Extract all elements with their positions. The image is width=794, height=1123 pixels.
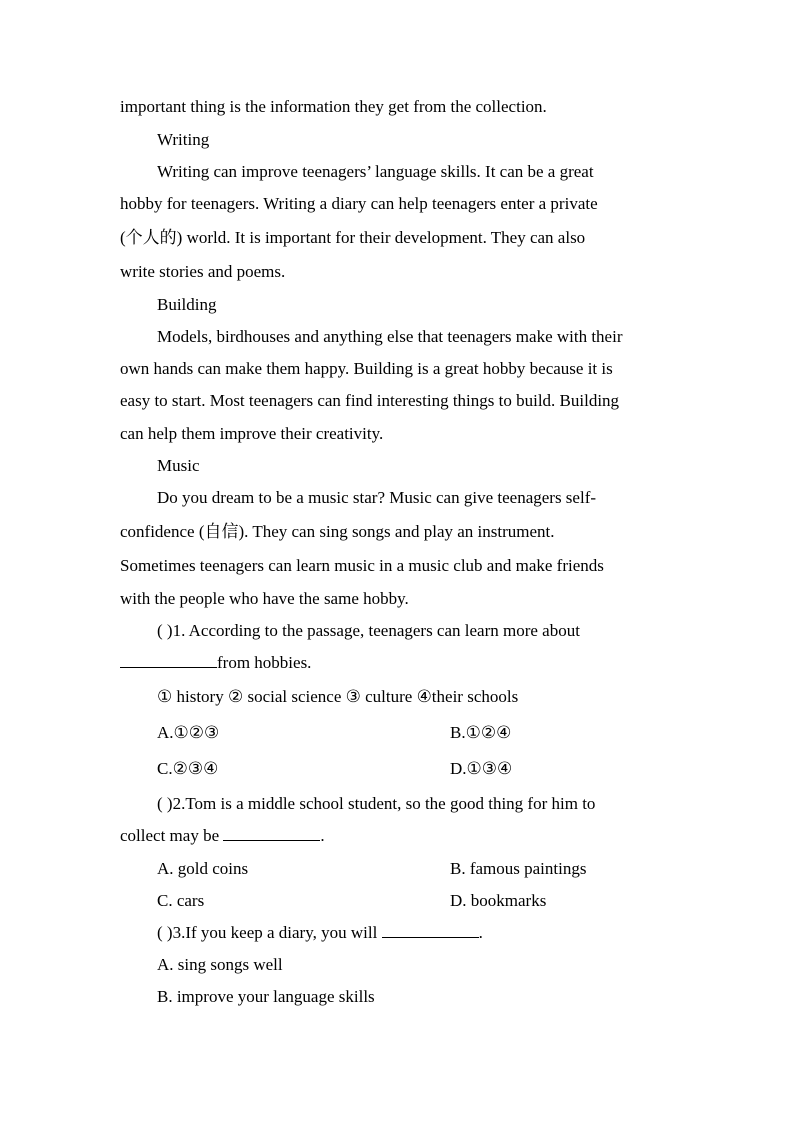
passage-line: write stories and poems. (120, 262, 286, 281)
option-d[interactable]: D. bookmarks (450, 891, 547, 910)
passage-line: Do you dream to be a music star? Music can give teenagers self- (157, 488, 597, 507)
passage-line: with the people who have the same hobby. (120, 589, 409, 608)
passage-line: can help them improve their creativity. (120, 424, 384, 443)
passage-line: Sometimes teenagers can learn music in a music club and make friends (120, 556, 604, 575)
passage-line: Writing can improve teenagers’ language skills. It can be a great (157, 162, 594, 181)
question-3-stem (157, 923, 483, 943)
passage-line: important thing is the information they get from the collection. (120, 97, 547, 116)
option-b[interactable]: B.①②④ (450, 723, 512, 742)
question-text-end: . (320, 826, 325, 845)
question-text: from hobbies. (217, 653, 312, 672)
question-text-end: . (478, 923, 483, 942)
question-text: collect may be (120, 826, 220, 845)
option-a[interactable]: A. gold coins (157, 859, 249, 878)
question-text: 3.If you keep a diary, you will (172, 923, 378, 942)
section-heading-building: Building (157, 295, 217, 314)
question-1-stem-cont (120, 653, 311, 673)
passage-line: own hands can make them happy. Building is a great hobby because it is (120, 359, 613, 378)
option-a[interactable]: A. sing songs well (157, 955, 283, 974)
answer-blank[interactable] (223, 826, 320, 841)
passage-line: Models, birdhouses and anything else that teenagers make with their (157, 327, 623, 346)
question-2-stem (157, 794, 595, 814)
question-text: 1. According to the passage, teenagers can learn more about (172, 621, 580, 640)
question-text: 2.Tom is a middle school student, so the good thing for him to (172, 794, 596, 813)
question-1-items: ① history ② social science ③ culture ④their schools (157, 687, 519, 706)
section-heading-music: Music (157, 456, 200, 475)
option-c[interactable]: C.②③④ (157, 759, 219, 778)
answer-blank[interactable] (382, 923, 479, 938)
answer-paren[interactable]: ( ) (157, 923, 173, 942)
option-b[interactable]: B. famous paintings (450, 859, 587, 878)
answer-blank[interactable] (120, 653, 217, 668)
option-d[interactable]: D.①③④ (450, 759, 513, 778)
passage-line: hobby for teenagers. Writing a diary can help teenagers enter a private (120, 194, 598, 213)
option-a[interactable]: A.①②③ (157, 723, 220, 742)
answer-paren[interactable]: ( ) (157, 794, 173, 813)
question-2-stem-cont (120, 826, 325, 846)
passage-line: easy to start. Most teenagers can find interesting things to build. Building (120, 391, 620, 410)
passage-line: confidence (自信). They can sing songs and play an instrument. (120, 522, 555, 541)
option-c[interactable]: C. cars (157, 891, 205, 910)
section-heading-writing: Writing (157, 130, 210, 149)
option-b[interactable]: B. improve your language skills (157, 987, 375, 1006)
answer-paren[interactable]: ( ) (157, 621, 173, 640)
question-1-stem (157, 621, 580, 641)
passage-line: (个人的) world. It is important for their development. They can also (120, 228, 586, 247)
